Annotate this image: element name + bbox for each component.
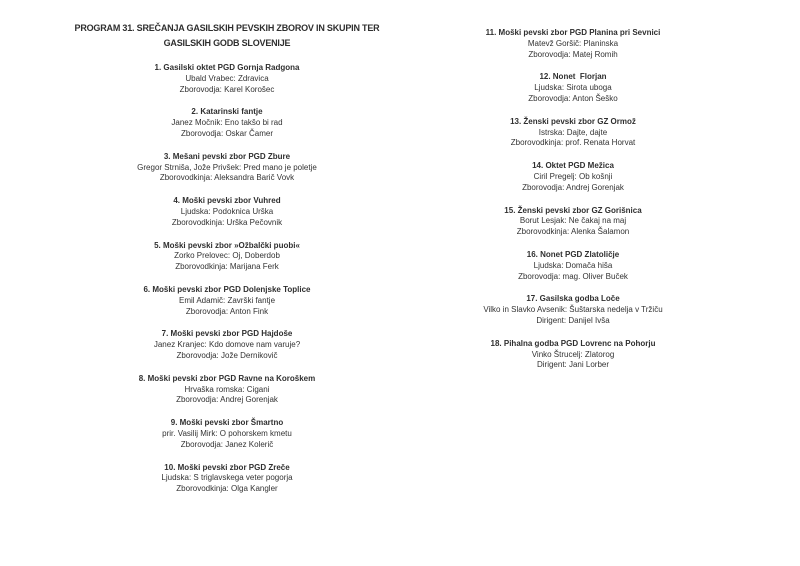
- program-item: [54, 152, 400, 184]
- item-conductor: Zborovodja: mag. Oliver Buček: [518, 271, 628, 281]
- item-song: Ljudska: Sirota uboga: [534, 83, 612, 93]
- item-heading: 2. Katarinski fantje: [191, 107, 263, 117]
- program-item: [54, 329, 400, 361]
- item-conductor: Zborovodkinja: Alenka Šalamon: [516, 227, 630, 237]
- document-title-line2: GASILSKIH GODB SLOVENIJE: [163, 38, 291, 48]
- item-heading: 4. Moški pevski zbor Vuhred: [173, 196, 281, 206]
- item-heading: 1. Gasilski oktet PGD Gornja Radgona: [154, 63, 300, 72]
- item-song: Janez Močnik: Eno takšo bi rad: [171, 118, 283, 128]
- item-song: Vinko Štrucelj: Zlatorog: [531, 349, 615, 359]
- item-heading: 14. Oktet PGD Mežica: [532, 161, 614, 171]
- document-title-line1: PROGRAM 31. SREČANJA GASILSKIH PEVSKIH ZBOROV IN SKUPIN TER: [74, 23, 380, 33]
- document-title: [54, 21, 400, 51]
- item-conductor: Zborovodkinja: Marijana Ferk: [175, 262, 279, 272]
- item-heading: 15. Ženski pevski zbor GZ Gorišnica: [504, 205, 642, 215]
- program-item: [400, 206, 746, 238]
- item-conductor: Zborovodkinja: Aleksandra Barič Vovk: [159, 173, 295, 183]
- program-item: [400, 339, 746, 371]
- item-conductor: Zborovodja: Oskar Čamer: [180, 128, 274, 138]
- program-item: [400, 161, 746, 193]
- program-item: [54, 374, 400, 406]
- item-conductor: Zborovodja: Andrej Gorenjak: [522, 182, 624, 192]
- item-heading: 10. Moški pevski zbor PGD Zreče: [164, 462, 290, 472]
- program-column-left: [54, 21, 400, 507]
- item-heading: 6. Moški pevski zbor PGD Dolenjske Toplice: [143, 284, 311, 294]
- item-song: Borut Lesjak: Ne čakaj na maj: [519, 216, 627, 226]
- item-conductor: Zborovodja: Jože Dernikovič: [176, 350, 278, 360]
- item-heading: 11. Moški pevski zbor PGD Planina pri Sevnici: [485, 28, 661, 37]
- item-conductor: Dirigent: Danijel Ivša: [536, 315, 610, 325]
- item-heading: 12. Nonet Florjan: [539, 72, 607, 82]
- program-item: [400, 117, 746, 149]
- item-heading: 3. Mešani pevski zbor PGD Zbure: [163, 151, 291, 161]
- item-heading: 16. Nonet PGD Zlatoličje: [526, 249, 620, 259]
- program-item: [54, 285, 400, 317]
- item-conductor: Zborovodja: Anton Fink: [185, 306, 269, 316]
- program-item: [54, 196, 400, 228]
- item-conductor: Zborovodja: Matej Romih: [528, 49, 618, 59]
- item-conductor: Zborovodkinja: prof. Renata Horvat: [510, 138, 636, 148]
- item-heading: 7. Moški pevski zbor PGD Hajdoše: [161, 329, 293, 339]
- item-song: Hrvaška romska: Cigani: [184, 384, 270, 394]
- item-song: Ubald Vrabec: Zdravica: [185, 73, 269, 83]
- item-song: Zorko Prelovec: Oj, Doberdob: [174, 251, 280, 261]
- item-heading: 17. Gasilska godba Loče: [526, 294, 620, 304]
- program-item: [54, 241, 400, 273]
- item-song: Ciril Pregelj: Ob košnji: [533, 171, 613, 181]
- item-conductor: Zborovodja: Andrej Gorenjak: [176, 395, 278, 405]
- item-heading: 18. Pihalna godba PGD Lovrenc na Pohorju: [490, 338, 656, 348]
- item-conductor: Zborovodja: Janez Kolerič: [180, 439, 274, 449]
- item-song: Vilko in Slavko Avsenik: Šuštarska nedelja v Tržiču: [483, 305, 663, 315]
- item-song: Ljudska: Podoknica Urška: [180, 206, 274, 216]
- program-item: [54, 418, 400, 450]
- item-conductor: Dirigent: Jani Lorber: [536, 360, 610, 370]
- item-heading: 8. Moški pevski zbor PGD Ravne na Koroškem: [138, 373, 316, 383]
- item-song: Matevž Goršič: Planinska: [527, 38, 619, 48]
- program-item: [400, 250, 746, 282]
- item-conductor: Zborovodkinja: Urška Pečovnik: [171, 217, 283, 227]
- item-song: Ljudska: S triglavskega veter pogorja: [161, 473, 293, 483]
- item-song: prir. Vasilij Mirk: O pohorskem kmetu: [162, 428, 292, 438]
- item-conductor: Zborovodkinja: Olga Kangler: [176, 484, 278, 494]
- program-column-right: [400, 28, 746, 383]
- program-item: [400, 28, 746, 60]
- program-item: [54, 63, 400, 95]
- item-conductor: Zborovodja: Anton Šeško: [528, 93, 618, 103]
- program-item: [400, 294, 746, 326]
- item-heading: 13. Ženski pevski zbor GZ Ormož: [510, 116, 636, 126]
- program-item: [54, 107, 400, 139]
- item-song: Emil Adamič: Završki fantje: [178, 295, 276, 305]
- program-item: [54, 463, 400, 495]
- item-song: Gregor Strniša, Jože Privšek: Pred mano je poletje: [137, 162, 317, 172]
- item-song: Istrska: Dajte, dajte: [538, 127, 608, 137]
- item-heading: 5. Moški pevski zbor »Ožbalčki puobi«: [154, 240, 300, 250]
- item-heading: 9. Moški pevski zbor Šmartno: [170, 418, 284, 428]
- item-conductor: Zborovodja: Karel Korošec: [179, 84, 275, 94]
- item-song: Ljudska: Domača hiša: [533, 260, 613, 270]
- item-song: Janez Kranjec: Kdo domove nam varuje?: [153, 340, 301, 350]
- program-item: [400, 72, 746, 104]
